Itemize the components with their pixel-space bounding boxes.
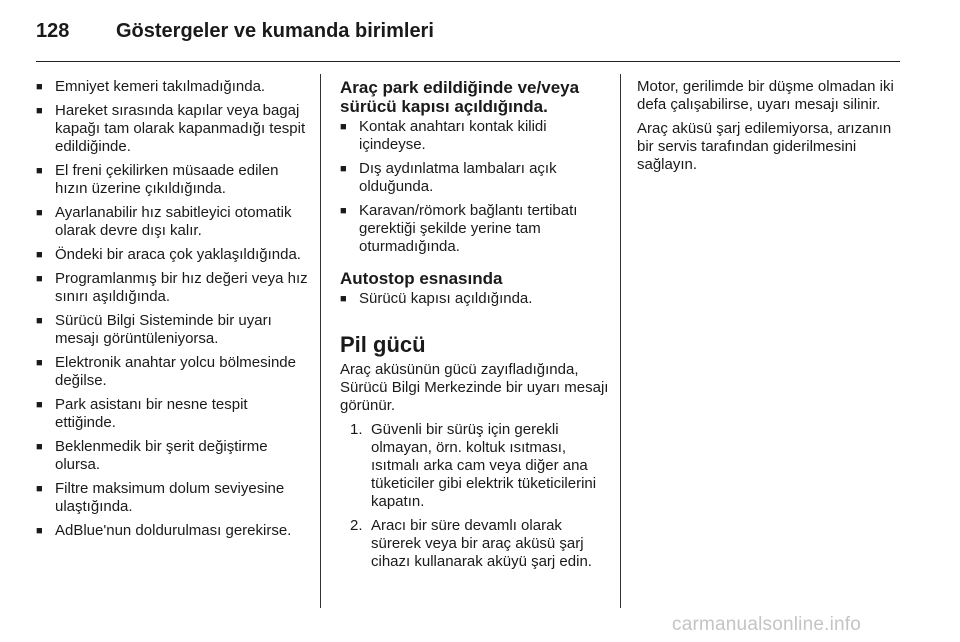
step-number: 2. xyxy=(350,517,363,534)
list-item-text: El freni çekilirken müsaade edilen hızın üzerine çıkıldığında. xyxy=(55,162,279,197)
column-divider xyxy=(320,74,321,608)
section-heading: Araç park edildiğinde ve/veya sürücü kapısı açıldığında. xyxy=(340,78,580,116)
numbered-step xyxy=(340,421,610,511)
step-text: Güvenli bir sürüş için gerekli olmayan, örn. koltuk ısıtması, ısıtmalı arka cam veya diğer ana tüketiciler gibi elektrik tüketicilerini kapatın. xyxy=(371,421,597,510)
list-item xyxy=(36,204,308,240)
bullet-icon: ■ xyxy=(36,105,43,117)
bullet-icon: ■ xyxy=(36,357,43,369)
bullet-icon: ■ xyxy=(36,525,43,537)
list-item-text: Ayarlanabilir hız sabitleyici otomatik olarak devre dışı kalır. xyxy=(55,204,292,239)
intro-paragraph: Araç aküsünün gücü zayıfladığında, Sürücü Bilgi Merkezinde bir uyarı mesajı görünür. xyxy=(340,361,609,414)
list-item-text: Programlanmış bir hız değeri veya hız sınırı aşıldığında. xyxy=(55,270,308,305)
bullet-icon: ■ xyxy=(36,273,43,285)
list-item-text: Elektronik anahtar yolcu bölmesinde değilse. xyxy=(55,354,296,389)
bullet-icon: ■ xyxy=(36,249,43,261)
list-item xyxy=(36,78,308,96)
list-item xyxy=(36,480,308,516)
list-item-text: Karavan/römork bağlantı tertibatı gerektiği şekilde yerine tam oturmadığında. xyxy=(359,202,578,255)
step-number: 1. xyxy=(350,421,363,438)
bullet-icon: ■ xyxy=(340,293,347,305)
bullet-icon: ■ xyxy=(340,121,347,133)
bullet-icon: ■ xyxy=(36,207,43,219)
list-item xyxy=(36,162,308,198)
list-item xyxy=(340,202,610,256)
paragraph: Araç aküsü şarj edilemiyorsa, arızanın bir servis tarafından giderilmesini sağlayın. xyxy=(637,120,892,173)
paragraph: Motor, gerilimde bir düşme olmadan iki defa çalışabilirse, uyarı mesajı silinir. xyxy=(637,78,894,113)
list-item-text: Park asistanı bir nesne tespit ettiğinde. xyxy=(55,396,248,431)
page-number: 128 xyxy=(36,20,70,42)
list-item xyxy=(36,438,308,474)
list-item-text: Sürücü kapısı açıldığında. xyxy=(359,290,533,307)
column-divider xyxy=(620,74,621,608)
list-item-text: Dış aydınlatma lambaları açık olduğunda. xyxy=(359,160,557,195)
section-title: Pil gücü xyxy=(340,332,426,357)
header-rule xyxy=(36,61,900,62)
list-item xyxy=(36,102,308,156)
bullet-icon: ■ xyxy=(36,315,43,327)
step-text: Aracı bir süre devamlı olarak sürerek veya bir araç aküsü şarj cihazı kullanarak aküyü şarj edin. xyxy=(371,517,592,570)
list-item xyxy=(36,312,308,348)
section-heading: Autostop esnasında xyxy=(340,269,503,288)
list-item-text: Kontak anahtarı kontak kilidi içindeyse. xyxy=(359,118,547,153)
list-item-text: Emniyet kemeri takılmadığında. xyxy=(55,78,266,95)
list-item-text: Sürücü Bilgi Sisteminde bir uyarı mesajı görüntüleniyorsa. xyxy=(55,312,272,347)
list-item-text: AdBlue'nun doldurulması gerekirse. xyxy=(55,522,292,539)
bullet-icon: ■ xyxy=(340,163,347,175)
bullet-icon: ■ xyxy=(36,483,43,495)
list-item xyxy=(36,522,308,540)
numbered-step xyxy=(340,517,610,571)
bullet-icon: ■ xyxy=(36,81,43,93)
list-item xyxy=(36,396,308,432)
list-item xyxy=(340,118,610,154)
column-2 xyxy=(340,78,610,577)
list-item-text: Öndeki bir araca çok yaklaşıldığında. xyxy=(55,246,301,263)
bullet-icon: ■ xyxy=(36,441,43,453)
list-item xyxy=(36,354,308,390)
page-title: Göstergeler ve kumanda birimleri xyxy=(116,20,434,42)
list-item-text: Filtre maksimum dolum seviyesine ulaştığında. xyxy=(55,480,285,515)
bullet-icon: ■ xyxy=(36,165,43,177)
list-item xyxy=(340,290,610,308)
bullet-icon: ■ xyxy=(340,205,347,217)
watermark: carmanualsonline.info xyxy=(672,614,862,635)
list-item xyxy=(36,270,308,306)
column-1 xyxy=(36,78,308,546)
bullet-icon: ■ xyxy=(36,399,43,411)
list-item-text: Beklenmedik bir şerit değiştirme olursa. xyxy=(55,438,268,473)
column-3 xyxy=(637,78,907,180)
page-header xyxy=(36,16,900,62)
list-item xyxy=(340,160,610,196)
list-item xyxy=(36,246,308,264)
list-item-text: Hareket sırasında kapılar veya bagaj kapağı tam olarak kapanmadığı tespit edildiğinde. xyxy=(55,102,306,155)
